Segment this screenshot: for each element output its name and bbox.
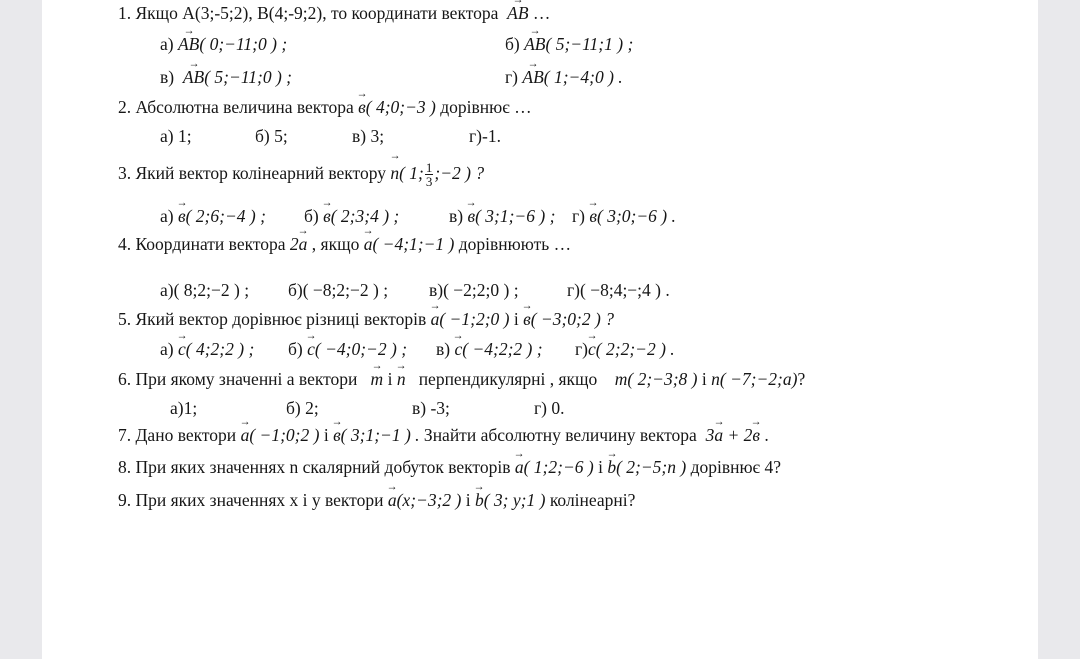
q3-d-vector: → в [589, 205, 597, 227]
q6-text: 6. При якому значенні а вектори [118, 369, 358, 389]
q6-qmark: ? [797, 369, 806, 389]
q4-option-b: б)( −8;2;−2 ) ; [288, 280, 389, 300]
q8-vector-b: → b [607, 456, 616, 478]
q9-text: 9. При яких значеннях x і y вектори [118, 490, 384, 510]
q5-vector-a: → a [431, 308, 440, 330]
q7-text: 7. Дано вектори [118, 425, 237, 445]
q9-conj: і [465, 490, 471, 510]
option-value: ( 3;1;−6 ) ; [475, 206, 556, 226]
option-value: ( 2;6;−4 ) ; [185, 206, 266, 226]
q5-coords-2: ( −3;0;2 ) ? [530, 309, 614, 329]
q6-conj-2: і [701, 369, 707, 389]
fraction-denominator: 3 [425, 174, 433, 190]
q6-vector-n: → n [397, 368, 406, 390]
q6-n-expr: n( −7;−2;a) [711, 369, 798, 389]
q5-option-d [575, 338, 675, 360]
q8-coords-1: ( 1;2;−6 ) [523, 457, 594, 477]
q1-option-b [505, 33, 633, 55]
q7-expr-vec-a: → a [714, 424, 723, 446]
q3-option-a [160, 205, 266, 227]
q5-text: 5. Який вектор дорівнює різниці векторів [118, 309, 427, 329]
q5-option-b [288, 338, 407, 360]
q6-m-expr: m( 2;−3;8 ) [614, 369, 698, 389]
option-value: ( 2;3;4 ) ; [330, 206, 400, 226]
q6-option-b: б) 2; [286, 398, 319, 418]
q8-vector-a: → a [515, 456, 524, 478]
q3-b-vector: → в [323, 205, 331, 227]
q3-option-b [304, 205, 399, 227]
q1-vector: → AB [507, 2, 528, 24]
q5-option-c [436, 338, 543, 360]
question-7 [118, 424, 769, 446]
q3-option-c [449, 205, 555, 227]
q9-vector-a: → a [388, 489, 397, 511]
q3-a-vector: → в [178, 205, 186, 227]
q1-option-d [505, 66, 623, 88]
question-1 [118, 2, 550, 24]
q3-c-vector: → в [467, 205, 475, 227]
option-label: б) [505, 34, 520, 54]
question-6 [118, 368, 805, 390]
q8-conj: і [598, 457, 603, 477]
q2-text: 2. Абсолютна величина вектора [118, 97, 354, 117]
q3-fraction [425, 161, 434, 188]
option-value: ( 5;−11;1 ) ; [545, 34, 634, 54]
q7-coords-2: ( 3;1;−1 ) . [340, 425, 420, 445]
option-label: а) [160, 339, 174, 359]
q4-middle: , якщо [311, 234, 360, 254]
q1-d-vector: → AB [522, 66, 543, 88]
fraction-numerator: 1 [425, 160, 433, 176]
q1-b-vector: → AB [524, 33, 545, 55]
option-label: в) [160, 67, 175, 87]
q5-a-vector: → c [178, 338, 186, 360]
question-4 [118, 233, 571, 255]
q5-vector-b: → в [523, 308, 531, 330]
q2-coords: ( 4;0;−3 ) [365, 97, 436, 117]
option-label: б) [288, 339, 303, 359]
option-value: ( 1;−4;0 ) . [543, 67, 623, 87]
q1-c-vector: → AB [183, 66, 204, 88]
q7-coords-1: ( −1;0;2 ) [249, 425, 320, 445]
q8-coords-2: ( 2;−5;n ) [616, 457, 687, 477]
q2-vector: → в [358, 96, 366, 118]
q9-vector-b: → b [475, 489, 484, 511]
question-8 [118, 456, 781, 478]
option-value: ( 4;2;2 ) ; [185, 339, 255, 359]
q5-conj: і [513, 309, 519, 329]
q7-expr-coef: 3 [705, 425, 715, 445]
q1-option-c [160, 66, 292, 88]
q1-text: 1. Якщо A(3;-5;2), B(4;-9;2), то координати вектора [118, 3, 499, 23]
q4-text: 4. Координати вектора [118, 234, 286, 254]
q6-option-d: г) 0. [534, 398, 565, 418]
q3-vector: → n [390, 158, 399, 188]
q2-option-a: а) 1; [160, 126, 192, 146]
q2-option-c: в) 3; [352, 126, 385, 146]
q4-tail: дорівнюють … [458, 234, 572, 254]
q6-middle: перпендикулярні , якщо [418, 369, 598, 389]
question-3 [118, 158, 484, 188]
q4-option-c: в)( −2;2;0 ) ; [429, 280, 519, 300]
q9-coords-1: (x;−3;2 ) [396, 490, 462, 510]
q7-vector-b: → в [333, 424, 341, 446]
q3-option-d [572, 205, 676, 227]
q4-option-a: а)( 8;2;−2 ) ; [160, 280, 250, 300]
option-value: ( 3;0;−6 ) . [597, 206, 676, 226]
question-2 [118, 96, 532, 118]
q3-text: 3. Який вектор колінеарний вектору [118, 163, 386, 183]
q7-expr-plus: + 2 [727, 425, 753, 445]
q2-option-d: г)-1. [469, 126, 501, 146]
q5-c-vector: → c [454, 338, 462, 360]
q4-option-d: г)( −8;4;−;4 ) . [567, 280, 670, 300]
option-label: в) [436, 339, 451, 359]
q7-end: . [764, 425, 769, 445]
q9-tail: колінеарні? [549, 490, 636, 510]
option-value: ( −4;2;2 ) ; [462, 339, 543, 359]
option-value: ( 2;2;−2 ) . [595, 339, 675, 359]
q5-b-vector: → c [307, 338, 315, 360]
q7-tail: Знайти абсолютну величину вектора [423, 425, 697, 445]
q4-expr: 2 [289, 234, 299, 254]
q6-conj: і [387, 369, 393, 389]
q5-d-vector: → c [588, 338, 596, 360]
q5-option-a [160, 338, 254, 360]
question-9 [118, 489, 635, 511]
q1-ellipsis: … [532, 3, 551, 23]
q8-text: 8. При яких значеннях n скалярний добуток векторів [118, 457, 511, 477]
option-label: а) [160, 34, 174, 54]
q3-coord-open: ( 1; [399, 163, 424, 183]
option-label: б) [304, 206, 319, 226]
question-5 [118, 308, 614, 330]
option-label: г) [572, 206, 586, 226]
q1-option-a [160, 33, 287, 55]
q2-option-b: б) 5; [255, 126, 288, 146]
q2-tail: дорівнює … [440, 97, 532, 117]
q1-a-vector: → AB [178, 33, 199, 55]
q9-coords-2: ( 3; y;1 ) [483, 490, 546, 510]
q6-option-a: а)1; [170, 398, 198, 418]
option-label: г) [505, 67, 519, 87]
q6-vector-m: → m [371, 368, 384, 390]
option-value: ( 0;−11;0 ) ; [199, 34, 288, 54]
q7-conj: і [323, 425, 329, 445]
option-label: а) [160, 206, 174, 226]
q7-expr-vec-b: → в [752, 424, 760, 446]
q4-coords: ( −4;1;−1 ) [372, 234, 455, 254]
option-value: ( 5;−11;0 ) ; [204, 67, 293, 87]
q4-vector: → a [299, 233, 308, 255]
q7-vector-a: → a [241, 424, 250, 446]
option-value: ( −4;0;−2 ) ; [314, 339, 408, 359]
q5-coords-1: ( −1;2;0 ) [439, 309, 510, 329]
option-label: г) [575, 339, 589, 359]
q3-coord-close: ;−2 ) ? [434, 163, 485, 183]
q4-vector-2: → a [364, 233, 373, 255]
option-label: в) [449, 206, 464, 226]
q8-tail: дорівнює 4? [690, 457, 781, 477]
q6-option-c: в) -3; [412, 398, 450, 418]
